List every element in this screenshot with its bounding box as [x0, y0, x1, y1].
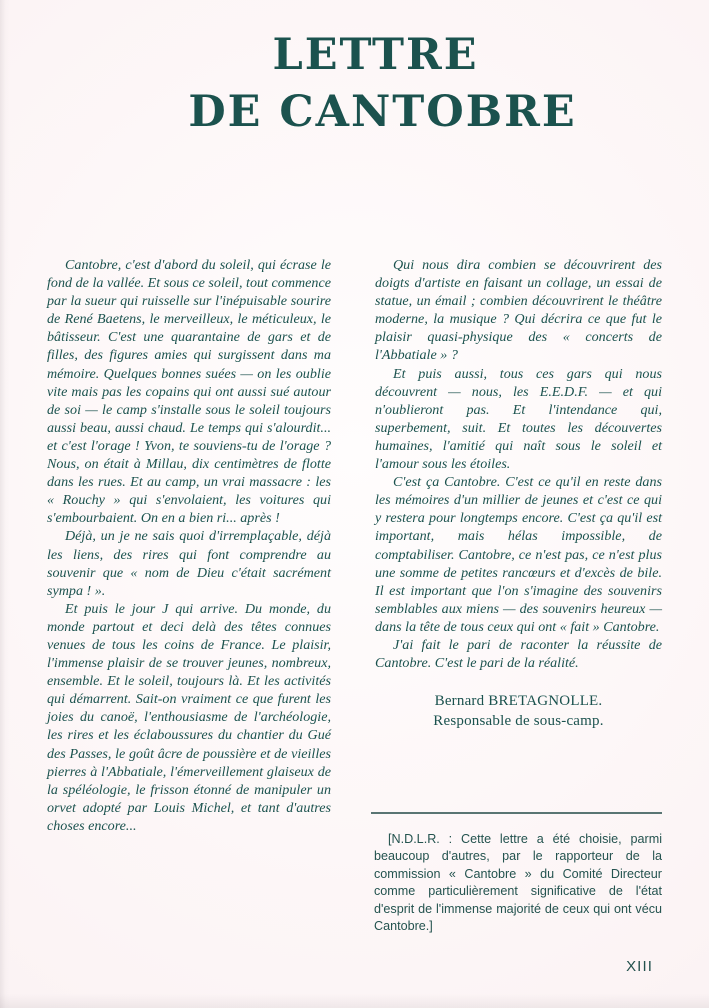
- editor-note: [374, 831, 662, 935]
- editor-note-divider: [371, 812, 662, 814]
- author-role: Responsable de sous-camp.: [433, 713, 604, 730]
- paragraph: Déjà, un je ne sais quoi d'irremplaçable, déjà les liens, des rires qui font comprendre au souvenir que « nom de Dieu c'était sacrément sympa ! ».: [47, 528, 331, 599]
- page-title: [0, 30, 709, 137]
- scan-edge-shadow-bottom: [0, 994, 709, 1008]
- paragraph: Cantobre, c'est d'abord du soleil, qui écrase le fond de la vallée. Et sous ce soleil, tout commence par la sueur qui ruisselle sur l'inépuisable sourire de René Baetens, le merveilleux, le méticuleux, le bâtisseur. C'est une quarantaine de gars et de filles, des figures amies qui surgissent dans ma mémoire. Quelques bonnes suées — on les oublie vite mais pas les copains qui ont aussi sué autour de soi — le camp s'installe sous le soleil toujours aussi beau, aussi chaud. Le temps qui s'alourdit... et c'est l'orage ! Yvon, te souviens-tu de l'orage ? Nous, on était à Millau, dix centimètres de flotte dans les rues. Et au camp, un vrai massacre : les « Rouchy » qui s'envolaient, les voitures qui s'embourbaient. On en a bien ri... après !: [47, 257, 331, 527]
- paragraph: Qui nous dira combien se découvrirent des doigts d'artiste en faisant un collage, un essai de statue, un émail ; combien découvrirent le théâtre moderne, la musique ? Qui décrira ce que fut le plaisir quasi-physique des « concerts de l'Abbatiale » ?: [375, 257, 662, 364]
- page-number: XIII: [626, 958, 653, 975]
- page-title-line-1: LETTRE: [272, 30, 479, 80]
- scan-edge-shadow: [0, 0, 10, 1008]
- article-column-right: [375, 256, 662, 731]
- paragraph: Et puis le jour J qui arrive. Du monde, du monde partout et deci delà des têtes connues venues de tous les coins de France. Le plaisir, l'immense plaisir de se trouver jeunes, nombreux, ensemble. Et le soleil, toujours là. Et les activités qui démarrent. Sait-on vraiment ce que furent les joies du canoë, l'enthousiasme de l'archéologie, les rires et les éclaboussures du chantier du Gué des Passes, le goût âcre de poussière et de vieilles pierres à l'Abbatiale, l'émerveillement glaiseux de la spéléologie, le frisson étonné de manipuler un orvet adopté par Louis Michel, et tant d'autres choses encore...: [47, 600, 331, 834]
- page-title-line-2: DE CANTOBRE: [188, 87, 577, 137]
- paragraph: C'est ça Cantobre. C'est ce qu'il en reste dans les mémoires d'un millier de jeunes et c'est ce qui y restera pour longtemps encore. C'est ça qu'il est important, mais hélas impossible, de comptabiliser. Cantobre, ce n'est pas, ce n'est plus une somme de petites rancœurs et d'excès de bile. Il est important que l'on s'imagine des souvenirs semblables aux miens — des souvenirs heureux — dans la tête de tous ceux qui ont « fait » Cantobre.: [375, 474, 662, 635]
- editor-note-text: [N.D.L.R. : Cette lettre a été choisie, parmi beaucoup d'autres, par le rapporteur de la commission « Cantobre » du Comité Directeur comme particulièrement significative de l'état d'esprit de l'immense majorité de ceux qui ont vécu Cantobre.]: [374, 832, 662, 934]
- paragraph: Et puis aussi, tous ces gars qui nous découvrent — nous, les E.E.D.F. — et qui n'oublieront pas. Et l'intendance qui, superbement, suit. Et toutes les découvertes humaines, l'amitié qui naît sous le soleil et l'amour sous les étoiles.: [375, 365, 662, 473]
- author-name: Bernard BRETAGNOLLE.: [434, 693, 603, 710]
- author-signature: [375, 691, 662, 731]
- article-column-left: [47, 256, 331, 835]
- paragraph: J'ai fait le pari de raconter la réussite de Cantobre. C'est le pari de la réalité.: [375, 636, 662, 672]
